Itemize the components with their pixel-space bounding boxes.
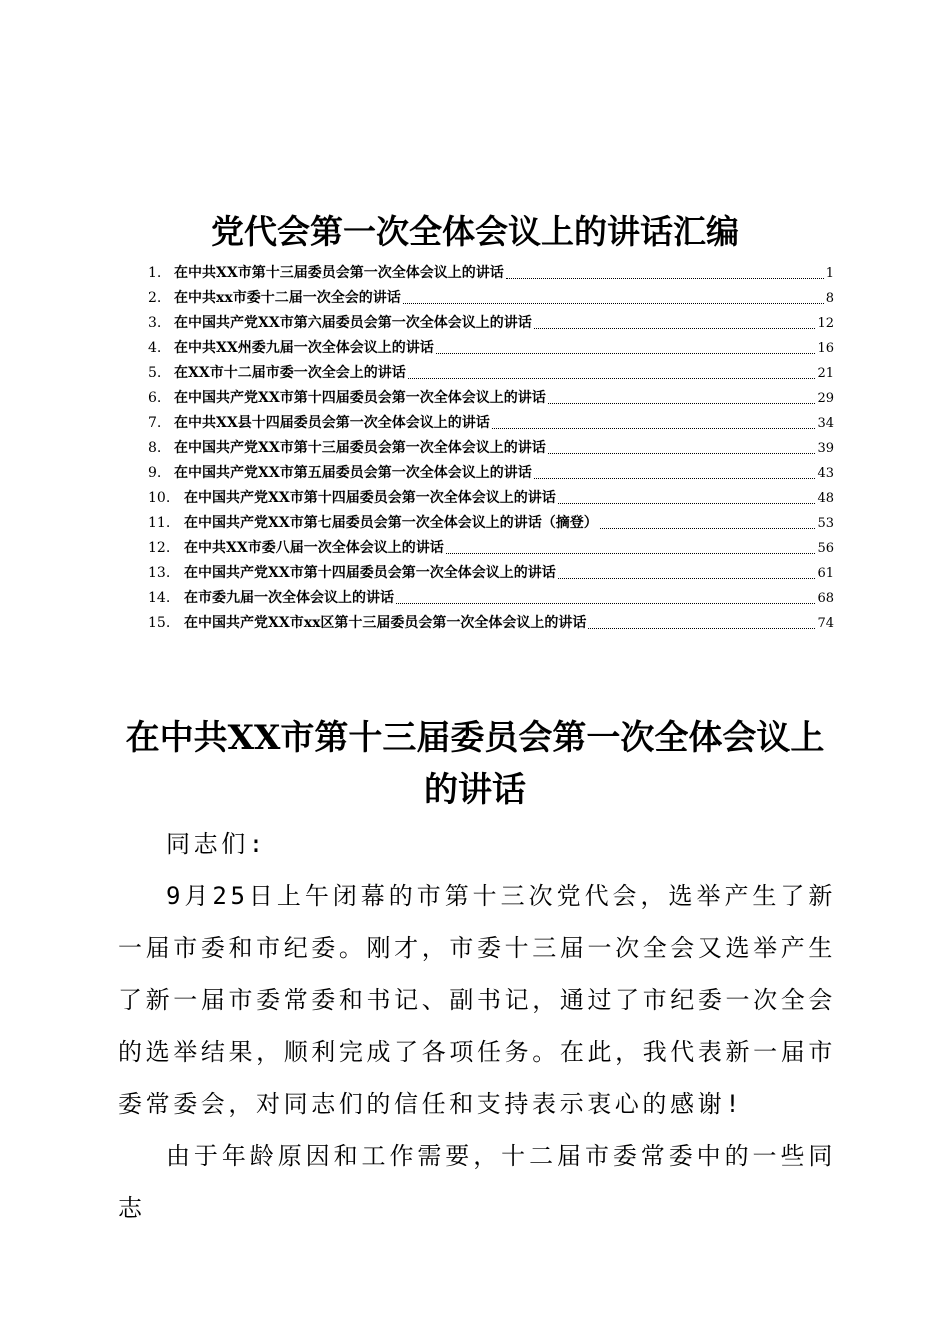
toc-entry[interactable] <box>148 536 834 561</box>
speech-title: 在中共XX市第十三届委员会第一次全体会议上的讲话 <box>125 718 825 811</box>
toc-page-number: 56 <box>817 541 834 556</box>
toc-title: 在中共xx市委十二届一次全会的讲话 <box>174 290 401 306</box>
toc-number: 7. <box>148 415 162 431</box>
document-title: 党代会第一次全体会议上的讲话汇编 <box>211 212 739 252</box>
toc-page-number: 68 <box>817 591 834 606</box>
toc-number: 15. <box>148 615 171 631</box>
table-of-contents <box>148 261 834 636</box>
toc-leader <box>600 527 816 529</box>
toc-entry[interactable] <box>148 311 834 336</box>
toc-number: 5. <box>148 365 162 381</box>
toc-page-number: 21 <box>817 366 834 381</box>
toc-entry[interactable] <box>148 386 834 411</box>
toc-leader <box>534 327 816 329</box>
toc-number: 12. <box>148 540 171 556</box>
toc-number: 11. <box>148 515 171 531</box>
toc-number: 13. <box>148 565 171 581</box>
toc-page-number: 1 <box>825 266 834 281</box>
toc-title: 在XX市十二届市委一次全会上的讲话 <box>174 365 406 381</box>
toc-entry[interactable] <box>148 611 834 636</box>
toc-entry[interactable] <box>148 286 834 311</box>
toc-entry[interactable] <box>148 461 834 486</box>
toc-title: 在中共XX市第十三届委员会第一次全体会议上的讲话 <box>174 265 504 281</box>
toc-page-number: 12 <box>817 316 834 331</box>
toc-title: 在中共XX市委八届一次全体会议上的讲话 <box>184 540 444 556</box>
toc-title: 在中国共产党XX市第六届委员会第一次全体会议上的讲话 <box>174 315 532 331</box>
toc-title: 在中国共产党XX市第七届委员会第一次全体会议上的讲话（摘登） <box>184 515 598 531</box>
toc-title: 在中国共产党XX市第十四届委员会第一次全体会议上的讲话 <box>184 565 556 581</box>
body-paragraph: 9月25日上午闭幕的市第十三次党代会，选举产生了新一届市委和市纪委。刚才，市委十三届一次全会又选举产生了新一届市委常委和书记、副书记，通过了市纪委一次全会的选举结果，顺利完成了各项任务。在此，我代表新一届市委常委会，对同志们的信任和支持表示衷心的感谢! <box>118 882 836 1118</box>
toc-entry[interactable] <box>148 586 834 611</box>
body-paragraph: 由于年龄原因和工作需要，十二届市委常委中的一些同志 <box>118 1142 836 1222</box>
toc-title: 在市委九届一次全体会议上的讲话 <box>184 590 394 606</box>
toc-leader <box>506 277 824 279</box>
toc-leader <box>548 452 816 454</box>
toc-leader <box>492 427 816 429</box>
toc-title: 在中国共产党XX市第五届委员会第一次全体会议上的讲话 <box>174 465 532 481</box>
toc-page-number: 61 <box>817 566 834 581</box>
toc-leader <box>548 402 816 404</box>
toc-title: 在中共XX州委九届一次全体会议上的讲话 <box>174 340 434 356</box>
toc-entry[interactable] <box>148 486 834 511</box>
toc-number: 10. <box>148 490 171 506</box>
toc-number: 4. <box>148 340 162 356</box>
toc-page-number: 34 <box>817 416 834 431</box>
toc-title: 在中共XX县十四届委员会第一次全体会议上的讲话 <box>174 415 490 431</box>
toc-entry[interactable] <box>148 336 834 361</box>
toc-entry[interactable] <box>148 511 834 536</box>
toc-leader <box>588 627 815 629</box>
speech-body <box>118 818 836 1234</box>
toc-leader <box>403 302 824 304</box>
toc-number: 6. <box>148 390 162 406</box>
toc-number: 8. <box>148 440 162 456</box>
toc-page-number: 53 <box>817 516 834 531</box>
toc-number: 1. <box>148 265 162 281</box>
toc-number: 9. <box>148 465 162 481</box>
toc-leader <box>558 502 816 504</box>
toc-number: 3. <box>148 315 162 331</box>
toc-leader <box>396 602 815 604</box>
toc-page-number: 74 <box>817 616 834 631</box>
toc-title: 在中国共产党XX市第十三届委员会第一次全体会议上的讲话 <box>174 440 546 456</box>
toc-page-number: 39 <box>817 441 834 456</box>
toc-page-number: 48 <box>817 491 834 506</box>
toc-leader <box>436 352 816 354</box>
toc-leader <box>558 577 816 579</box>
salutation-paragraph: 同志们: <box>166 830 267 858</box>
toc-page-number: 29 <box>817 391 834 406</box>
toc-entry[interactable] <box>148 561 834 586</box>
toc-leader <box>408 377 816 379</box>
toc-entry[interactable] <box>148 436 834 461</box>
toc-number: 14. <box>148 590 171 606</box>
toc-page-number: 43 <box>817 466 834 481</box>
toc-number: 2. <box>148 290 162 306</box>
toc-leader <box>534 477 816 479</box>
toc-entry[interactable] <box>148 361 834 386</box>
toc-title: 在中国共产党XX市xx区第十三届委员会第一次全体会议上的讲话 <box>184 615 587 631</box>
toc-title: 在中国共产党XX市第十四届委员会第一次全体会议上的讲话 <box>174 390 546 406</box>
toc-leader <box>446 552 816 554</box>
toc-page-number: 16 <box>817 341 834 356</box>
toc-title: 在中国共产党XX市第十四届委员会第一次全体会议上的讲话 <box>184 490 556 506</box>
toc-entry[interactable] <box>148 261 834 286</box>
toc-entry[interactable] <box>148 411 834 436</box>
toc-page-number: 8 <box>825 291 834 306</box>
